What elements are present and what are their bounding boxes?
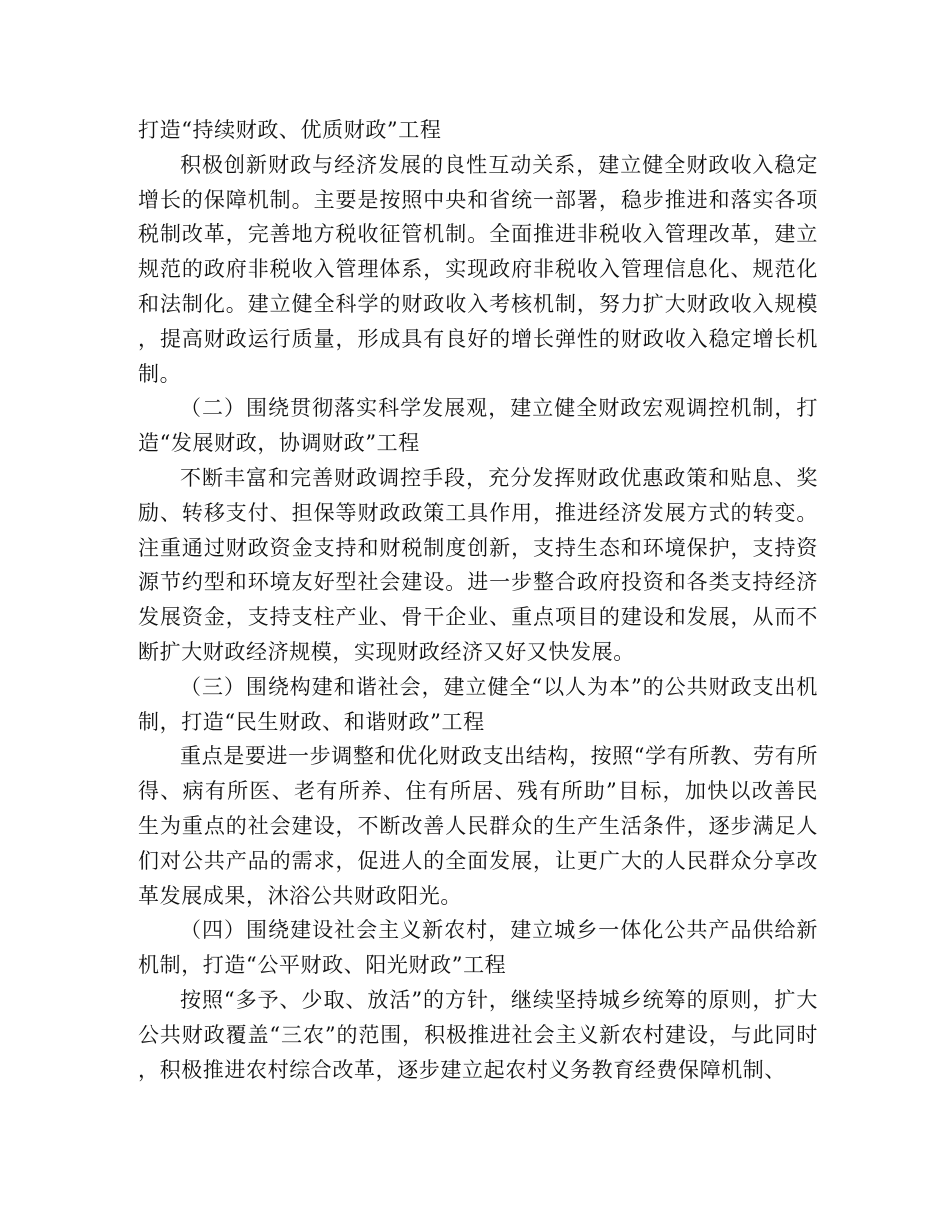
- section-heading: （四）围绕建设社会主义新农村，建立城乡一体化公共产品供给新机制，打造“公平财政、阳光财政”工程: [138, 918, 818, 978]
- paragraph-body: 按照“多予、少取、放活”的方针，继续坚持城乡统筹的原则，扩大公共财政覆盖“三农”的范围，积极推进社会主义新农村建设，与此同时，积极推进农村综合改革，逐步建立起农村义务教育经费保障机制、: [138, 987, 818, 1082]
- document-body: [138, 113, 818, 1087]
- paragraph-body: 重点是要进一步调整和优化财政支出结构，按照“学有所教、劳有所得、病有所医、老有所养、住有所居、残有所助”目标，加快以改善民生为重点的社会建设，不断改善人民群众的生产生活条件，逐步满足人们对公共产品的需求，促进人的全面发展，让更广大的人民群众分享改革发展成果，沐浴公共财政阳光。: [138, 744, 818, 908]
- section-heading: （二）围绕贯彻落实科学发展观，建立健全财政宏观调控机制，打造“发展财政，协调财政”工程: [138, 396, 818, 456]
- paragraph-body: 不断丰富和完善财政调控手段，充分发挥财政优惠政策和贴息、奖励、转移支付、担保等财政政策工具作用，推进经济发展方式的转变。注重通过财政资金支持和财税制度创新，支持生态和环境保护，支持资源节约型和环境友好型社会建设。进一步整合政府投资和各类支持经济发展资金，支持支柱产业、骨干企业、重点项目的建设和发展，从而不断扩大财政经济规模，实现财政经济又好又快发展。: [138, 465, 818, 664]
- paragraph-title-continuation: 打造“持续财政、优质财政”工程: [138, 118, 442, 142]
- paragraph-body: 积极创新财政与经济发展的良性互动关系，建立健全财政收入稳定增长的保障机制。主要是按照中央和省统一部署，稳步推进和落实各项税制改革，完善地方税收征管机制。全面推进非税收入管理改革，建立规范的政府非税收入管理体系，实现政府非税收入管理信息化、规范化和法制化。建立健全科学的财政收入考核机制，努力扩大财政收入规模，提高财政运行质量，形成具有良好的增长弹性的财政收入稳定增长机制。: [138, 152, 818, 386]
- section-heading: （三）围绕构建和谐社会，建立健全“以人为本”的公共财政支出机制，打造“民生财政、和谐财政”工程: [138, 674, 818, 734]
